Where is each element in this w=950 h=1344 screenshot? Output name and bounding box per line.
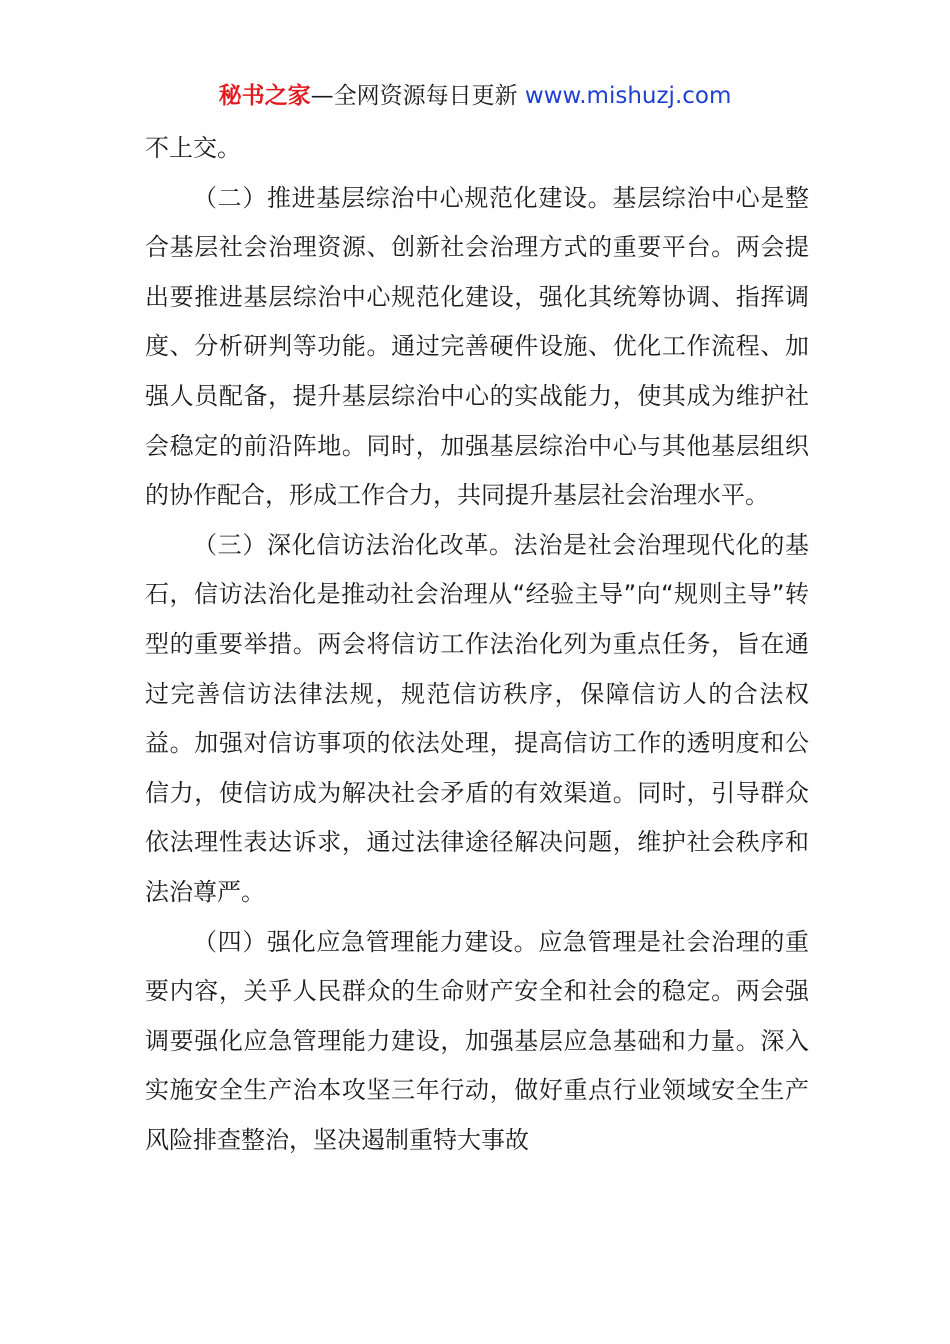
paragraph-section-2: （二）推进基层综治中心规范化建设。基层综治中心是整合基层社会治理资源、创新社会治理方式的重要平台。两会提出要推进基层综治中心规范化建设，强化其统筹协调、指挥调度、分析研判等功能。通过完善硬件设施、优化工作流程、加强人员配备，提升基层综治中心的实战能力，使其成为维护社会稳定的前沿阵地。同时，加强基层综治中心与其他基层组织的协作配合，形成工作合力，共同提升基层社会治理水平。 bbox=[145, 183, 809, 510]
site-brand: 秘书之家 bbox=[218, 83, 311, 109]
site-header bbox=[0, 80, 950, 112]
site-url-link[interactable]: www.mishuzj.com bbox=[524, 83, 732, 109]
paragraph-section-3: （三）深化信访法治化改革。法治是社会治理现代化的基石，信访法治化是推动社会治理从“经验主导”向“规则主导”转型的重要举措。两会将信访工作法治化列为重点任务，旨在通过完善信访法律法规，规范信访秩序，保障信访人的合法权益。加强对信访事项的依法处理，提高信访工作的透明度和公信力，使信访成为解决社会矛盾的有效渠道。同时，引导群众依法理性表达诉求，通过法律途径解决问题，维护社会秩序和法治尊严。 bbox=[145, 530, 809, 906]
document-body bbox=[145, 124, 809, 1165]
paragraph-continuation: 不上交。 bbox=[145, 134, 241, 162]
paragraph-section-4: （四）强化应急管理能力建设。应急管理是社会治理的重要内容，关乎人民群众的生命财产安全和社会的稳定。两会强调要强化应急管理能力建设，加强基层应急基础和力量。深入实施安全生产治本攻坚三年行动，做好重点行业领域安全生产风险排查整治，坚决遏制重特大事故 bbox=[145, 927, 809, 1154]
site-tagline: —全网资源每日更新 bbox=[310, 83, 525, 109]
